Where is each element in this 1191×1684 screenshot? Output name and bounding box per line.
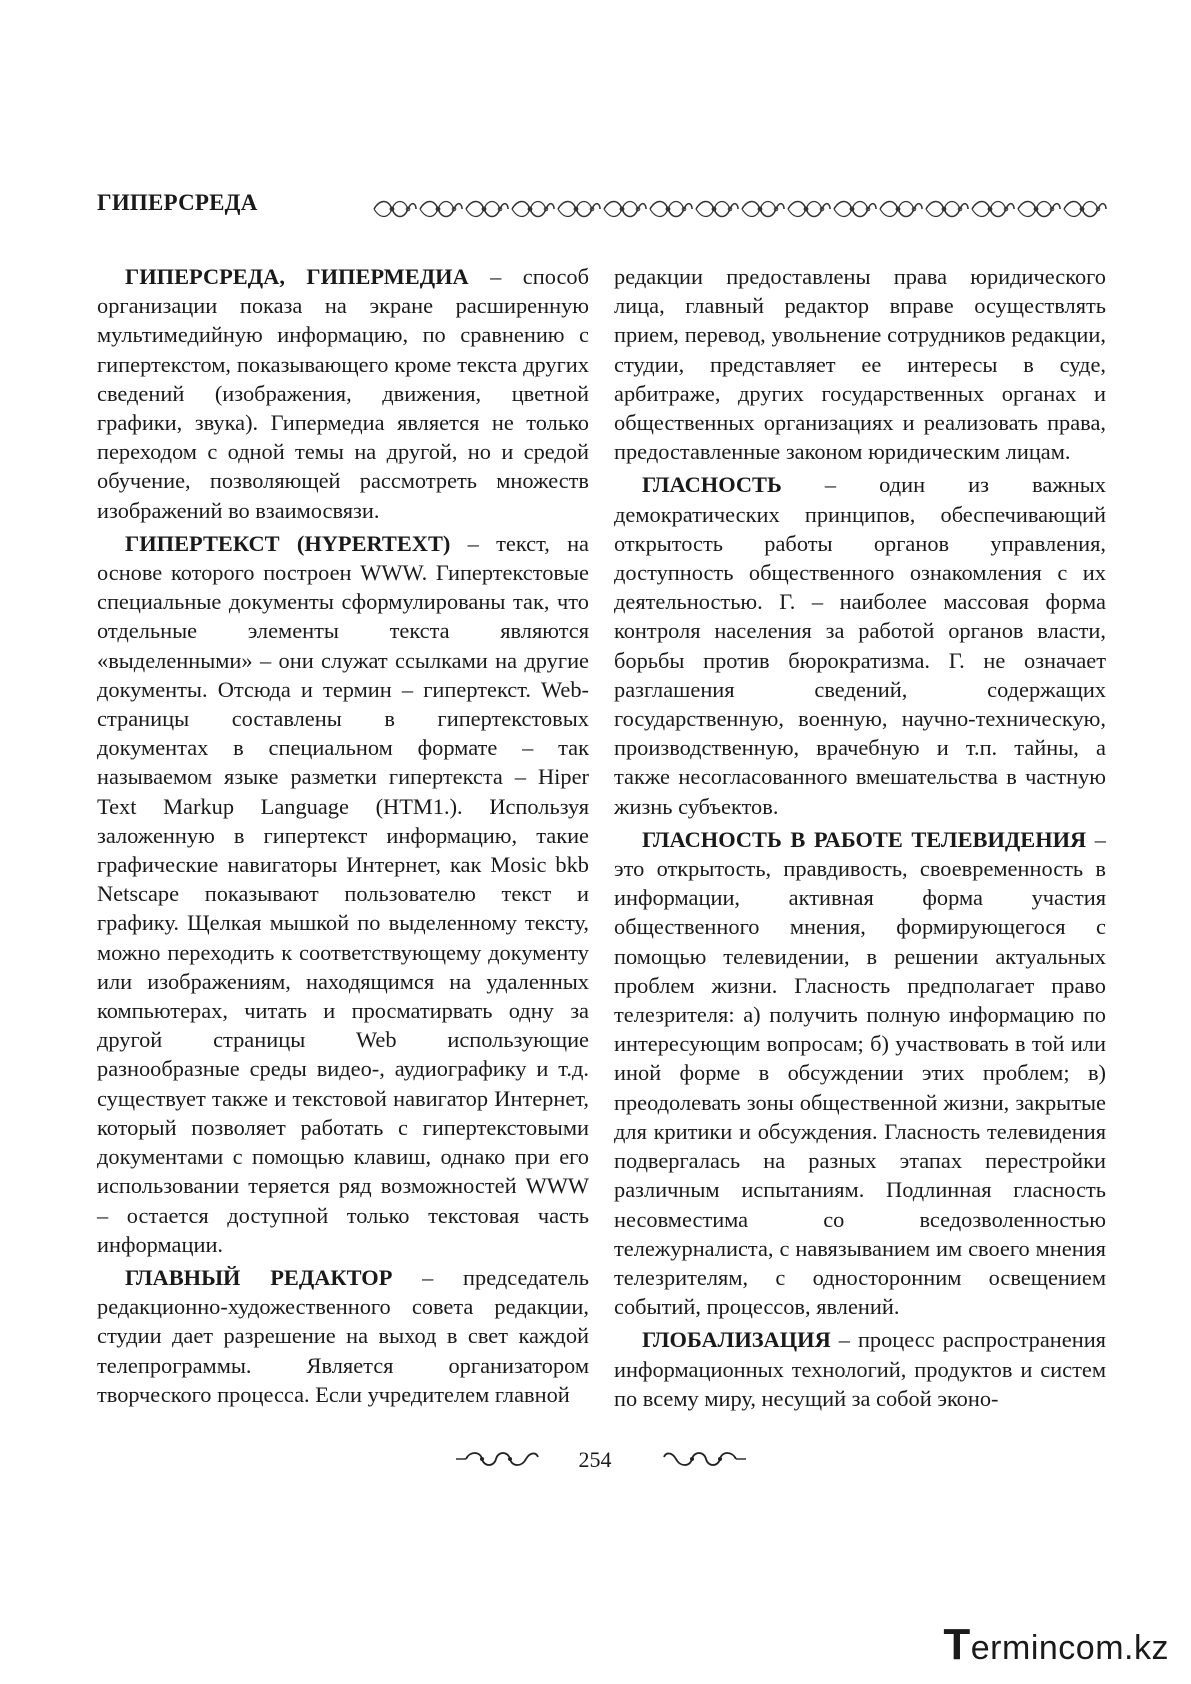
entry-term: ГЛОБАЛИЗАЦИЯ: [642, 1327, 831, 1353]
entry-glasnost-tv: [614, 825, 1106, 1321]
entry-chief-editor: [97, 1263, 589, 1409]
running-head: ГИПЕРСРЕДА: [97, 190, 258, 215]
header-ornament-band-icon: [372, 196, 1108, 222]
entry-term: ГЛАСНОСТЬ: [642, 472, 782, 498]
entry-text: – председатель редакционно-художественного совета редакции, студии дает разрешение на выход в свет каждой телепрограммы. Является организатором творческого процесса. Если учредителем главной: [97, 1264, 589, 1407]
entry-text: – способ организации показа на экране расширенную мультимедийную информацию, по сравнению с гипертекстом, показывающего кроме текста других сведений (изображения, движения, цветной графики, звука). Гипермедиа является не только переходом с одной темы на другой, но и средой обучение, позволяющей рассмотреть множеств изображений во взаимосвязи.: [97, 264, 590, 523]
entry-glasnost: [614, 470, 1106, 820]
site-watermark: [943, 1620, 1169, 1670]
entry-term: ГЛАВНЫЙ РЕДАКТОР: [125, 1264, 393, 1290]
entry-term: ГИПЕРСРЕДА, ГИПЕРМЕДИА: [125, 264, 469, 289]
entry-hypertext: [97, 529, 589, 1259]
watermark-o: o: [1075, 1629, 1096, 1667]
footer-ornament-left-icon: [452, 1446, 542, 1472]
entry-term: ГИПЕРТЕКСТ (HYPERTEXT): [125, 530, 451, 556]
watermark-lead: T: [943, 1620, 971, 1669]
footer-ornament-right-icon: [660, 1446, 750, 1472]
entry-chief-editor-continued: редакции предоставлены права юридического лица, главный редактор вправе осуществлять прием, перевод, увольнение сотрудников редакции, студии, представляет ее интересы в суде, арбитраже, других государственных органах и общественных организациях и реализовать права, предоставленные законом юридическим лицам.: [614, 264, 1106, 465]
entry-text: – текст, на основе которого построен WWW. Гипертекстовые специальные документы сформулированы так, что отдельные элементы текста являются «выделенными» – они служат ссылками на другие документы. Отсюда и термин – гипертекст. Web-страницы составлены в гипертекстовых документах в специальном формате – так называемом языке разметки гипертекста – Hiper Text Markup Language (HTM1.). Используя заложенную в гипертекст информацию, такие графические навигаторы Интернет, как Mosic bkb Netscape показывают пользователю текст и графику. Щелкая мышкой по выделенному тексту, можно переходить к соответствующему документу или изображениям, находящимся на удаленных компьютерах, читать и просматирвать одну за другой страницы Web использующие разнообразные среды видео-, аудиографику и т.д. существует также и текстовой навигатор Интернет, который позволяет работать с гипертекстовыми документами с помощью клавиш, однако при его использовании теряется ряд возможностей WWW – остается доступной только текстовая часть информации.: [97, 530, 589, 1257]
entry-text: – это открытость, правдивость, своевременность в информации, активная форма участия общественного мнения, формирующегося с помощью телевидении, в решении актуальных проблем жизни. Гласность предполагает право телезрителя: а) получить полную информацию по интересующим вопросам; б) участвовать в той или иной форме в обсуждении этих проблем; в) преодолевать зоны общественной жизни, закрытые для критики и обсуждения. Гласность телевидения подвергалась на разных этапах перестройки различным испытаниям. Подлинная гласность несовместима со вседозволенностью тележурналиста, с навязыванием им своего мнения телезрителям, с односторонним освещением событий, процессов, явлений.: [614, 826, 1106, 1320]
left-column: [97, 262, 589, 1413]
watermark-rest: erminc: [970, 1629, 1076, 1667]
entry-globalization: [614, 1325, 1106, 1413]
right-column: [614, 262, 1106, 1417]
page-number: 254: [578, 1447, 612, 1472]
entry-term: ГЛАСНОСТЬ В РАБОТЕ ТЕЛЕВИДЕНИЯ: [642, 826, 1087, 852]
entry-text: – процесс распространения информационных технологий, продуктов и систем по всему миру, несущий за собой эконо-: [614, 1327, 1106, 1411]
watermark-end: m.kz: [1095, 1629, 1169, 1667]
entry-text: – один из важных демократических принципов, обеспечивающий открытость работы органов управления, доступность общественного ознакомления с их деятельностью. Г. – наиболее массовая форма контроля населения за работой органов власти, борьбы против бюрократизма. Г. не означает разглашения сведений, содержащих государственную, военную, научно-техническую, производственную, врачебную и т.п. тайны, а также несогласованного вмешательства в частную жизнь субъектов.: [614, 472, 1106, 819]
entry-hypermedia: [97, 262, 589, 525]
